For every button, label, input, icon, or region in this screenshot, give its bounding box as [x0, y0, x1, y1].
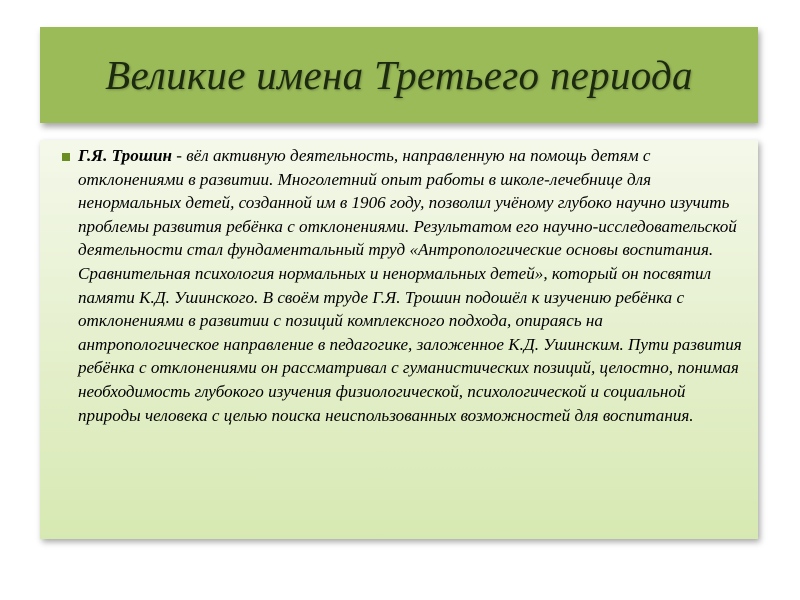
square-bullet-icon [62, 153, 70, 161]
content-box [40, 140, 758, 539]
bullet-item [62, 144, 746, 427]
title-banner [40, 27, 758, 123]
slide-title: Великие имена Третьего периода [105, 52, 693, 98]
paragraph-text: - вёл активную деятельность, направленную на помощь детям с отклонениями в развитии. Многолетний опыт работы в школе-лечебнице для ненормальных детей, созданной им в 1906 году, позволил учёному глубоко научно изучить проблемы развития ребёнка с отклонениями. Результатом его научно-исследовательской деятельности стал фундаментальный труд «Антропологические основы воспитания. Сравнительная психология нормальных и ненормальных детей», который он посвятил памяти К.Д. Ушинского. В своём труде Г.Я. Трошин подошёл к изучению ребёнка с отклонениями в развитии с позиций комплексного подхода, опираясь на антропологическое направление в педагогике, заложенное К.Д. Ушинским. Пути развития ребёнка с отклонениями он рассматривал с гуманистических позиций, целостно, понимая необходимость глубокого изучения физиологической, психологической и социальной природы человека с целью поиска неиспользованных возможностей для воспитания. [78, 146, 742, 425]
bullet-paragraph [78, 144, 743, 427]
person-name: Г.Я. Трошин [78, 146, 172, 165]
